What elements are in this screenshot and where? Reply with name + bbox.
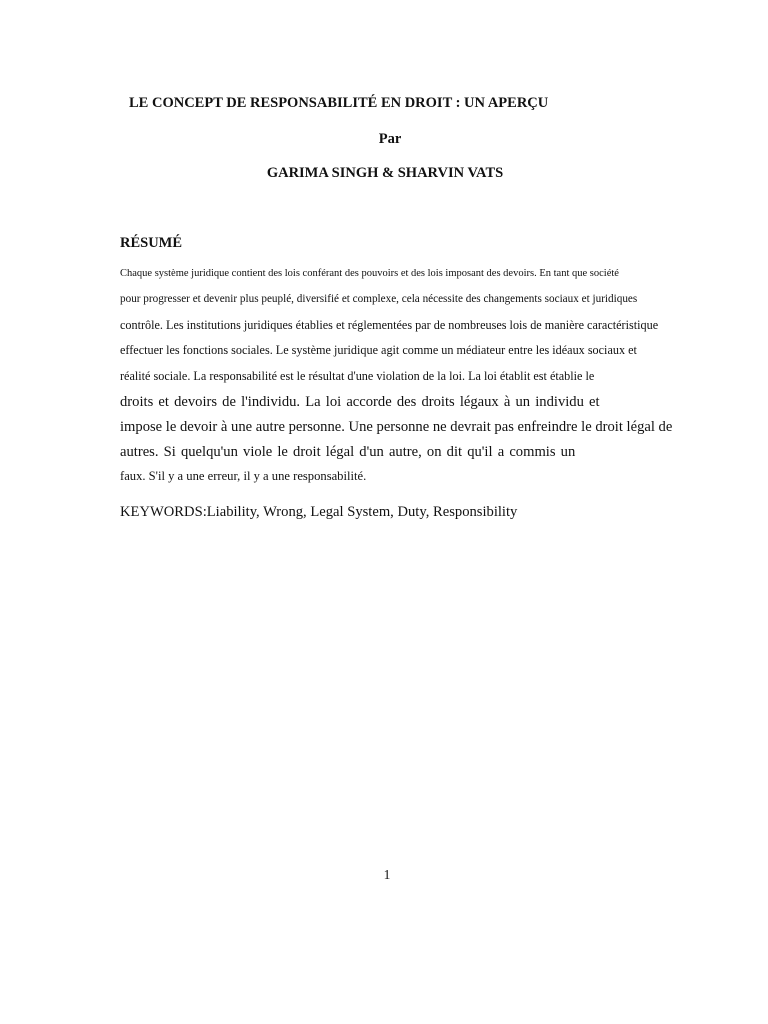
- keywords-line: KEYWORDS:Liability, Wrong, Legal System, Duty, Responsibility: [120, 504, 518, 520]
- page-number: 1: [383, 867, 391, 882]
- abstract-line: contrôle. Les institutions juridiques établies et réglementées par de nombreuses lois de manière caractéristique: [120, 318, 659, 332]
- abstract-line: impose le devoir à une autre personne. Une personne ne devrait pas enfreindre le droit légal de: [120, 419, 673, 435]
- abstract-line: effectuer les fonctions sociales. Le système juridique agit comme un médiateur entre les idéaux sociaux et: [120, 343, 637, 357]
- abstract-line: faux. S'il y a une erreur, il y a une responsabilité.: [120, 469, 367, 483]
- abstract-line: Chaque système juridique contient des lois conférant des pouvoirs et des lois imposant des devoirs. En tant que société: [120, 268, 619, 279]
- author-names: GARIMA SINGH & SHARVIN VATS: [266, 165, 504, 181]
- byline-label: Par: [378, 131, 402, 147]
- abstract-heading: RÉSUMÉ: [120, 235, 183, 251]
- paper-title: LE CONCEPT DE RESPONSABILITÉ EN DROIT : UN APERÇU: [129, 95, 549, 111]
- abstract-line: autres. Si quelqu'un viole le droit légal d'un autre, on dit qu'il a commis un: [120, 444, 576, 460]
- abstract-line: réalité sociale. La responsabilité est le résultat d'une violation de la loi. La loi établit est établie le: [120, 369, 595, 383]
- abstract-line: pour progresser et devenir plus peuplé, diversifié et complexe, cela nécessite des changements sociaux et juridiques: [120, 293, 638, 305]
- abstract-line: droits et devoirs de l'individu. La loi accorde des droits légaux à un individu et: [120, 394, 600, 410]
